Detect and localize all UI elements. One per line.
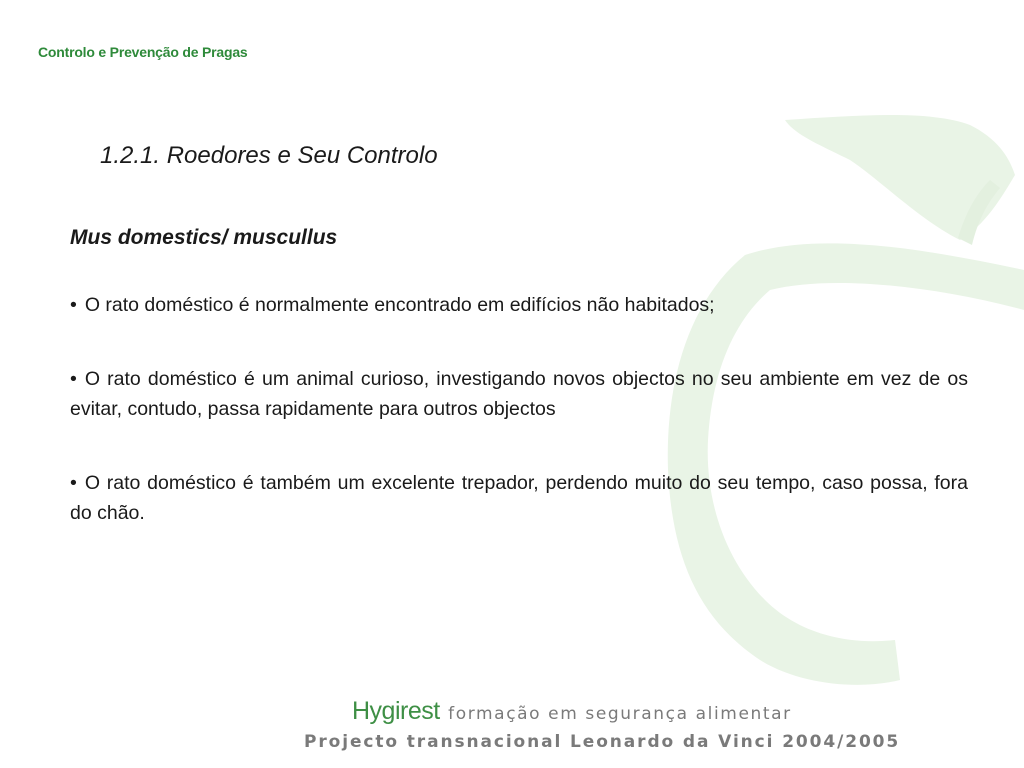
brand-logo-text: Hygirest bbox=[352, 697, 440, 725]
project-credit: Projecto transnacional Leonardo da Vinci 2004/2005 bbox=[304, 732, 901, 752]
bullet-list bbox=[70, 290, 968, 572]
footer-brand-line bbox=[352, 697, 792, 726]
bullet-text: O rato doméstico é também um excelente trepador, perdendo muito do seu tempo, caso possa, fora do chão. bbox=[70, 472, 968, 524]
bullet-icon: • bbox=[70, 368, 77, 390]
bullet-item bbox=[70, 290, 968, 320]
brand-tagline: formação em segurança alimentar bbox=[448, 704, 792, 724]
bullet-item bbox=[70, 468, 968, 528]
bullet-text: O rato doméstico é um animal curioso, investigando novos objectos no seu ambiente em vez de os evitar, contudo, passa rapidamente para outros objectos bbox=[70, 368, 968, 420]
bullet-item bbox=[70, 364, 968, 424]
presentation-header: Controlo e Prevenção de Pragas bbox=[38, 44, 248, 60]
slide-title: 1.2.1. Roedores e Seu Controlo bbox=[100, 142, 438, 169]
bullet-icon: • bbox=[70, 472, 77, 494]
bullet-text: O rato doméstico é normalmente encontrado em edifícios não habitados; bbox=[84, 294, 715, 316]
species-subtitle: Mus domestics/ muscullus bbox=[70, 226, 338, 249]
bullet-icon: • bbox=[70, 294, 77, 316]
